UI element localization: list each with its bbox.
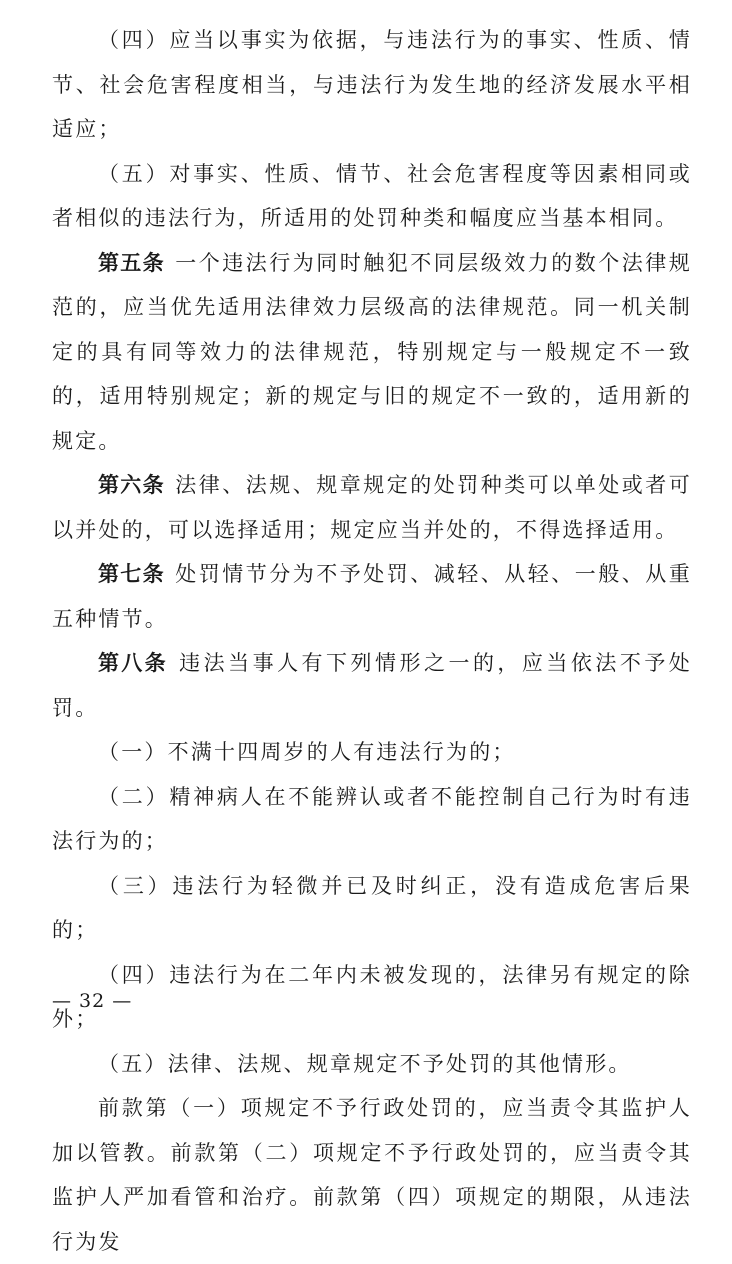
paragraph-text: （五）对事实、性质、情节、社会危害程度等因素相同或者相似的违法行为，所适用的处罚种类和幅度应当基本相同。 [52,161,692,230]
paragraph-item-5 [52,152,692,241]
list-item-4 [52,953,692,1042]
article-text: 处罚情节分为不予处罚、减轻、从轻、一般、从重五种情节。 [52,562,693,631]
list-item-2 [52,775,692,864]
paragraph-text: 前款第（一）项规定不予行政处罚的，应当责令其监护人加以管教。前款第（二）项规定不予行政处罚的，应当责令其监护人严加看管和治疗。前款第（四）项规定的期限，从违法行为发 [52,1096,692,1254]
article-text: 违法当事人有下列情形之一的，应当依法不予处罚。 [52,651,693,720]
article-8 [52,641,692,730]
article-number: 第六条 [98,473,165,497]
closing-paragraph [52,1086,692,1264]
list-item-text: （三）违法行为轻微并已及时纠正，没有造成危害后果的； [52,873,692,942]
document-page [52,18,692,1264]
article-number: 第八条 [98,651,168,675]
article-6 [52,463,692,552]
article-number: 第五条 [98,250,165,275]
list-item-1 [52,730,692,775]
list-item-text: （二）精神病人在不能辨认或者不能控制自己行为时有违法行为的； [52,784,692,853]
article-7 [52,552,692,641]
article-5 [52,241,692,464]
list-item-text: （一）不满十四周岁的人有违法行为的； [98,740,516,764]
article-number: 第七条 [98,562,165,586]
list-item-3 [52,864,692,953]
paragraph-item-4 [52,18,692,152]
list-item-5 [52,1042,692,1087]
article-text: 一个违法行为同时触犯不同层级效力的数个法律规范的，应当优先适用法律效力层级高的法律规范。同一机关制定的具有同等效力的法律规范，特别规定与一般规定不一致的，适用特别规定；新的规定与旧的规定不一致的，适用新的规定。 [52,250,693,453]
list-item-text: （四）违法行为在二年内未被发现的，法律另有规定的除外； [52,962,692,1031]
page-number: — 32 — [52,990,133,1012]
article-text: 法律、法规、规章规定的处罚种类可以单处或者可以并处的，可以选择适用；规定应当并处的，不得选择适用。 [52,473,693,542]
list-item-text: （五）法律、法规、规章规定不予处罚的其他情形。 [98,1051,632,1076]
paragraph-text: （四）应当以事实为依据，与违法行为的事实、性质、情节、社会危害程度相当，与违法行为发生地的经济发展水平相适应； [52,28,692,141]
